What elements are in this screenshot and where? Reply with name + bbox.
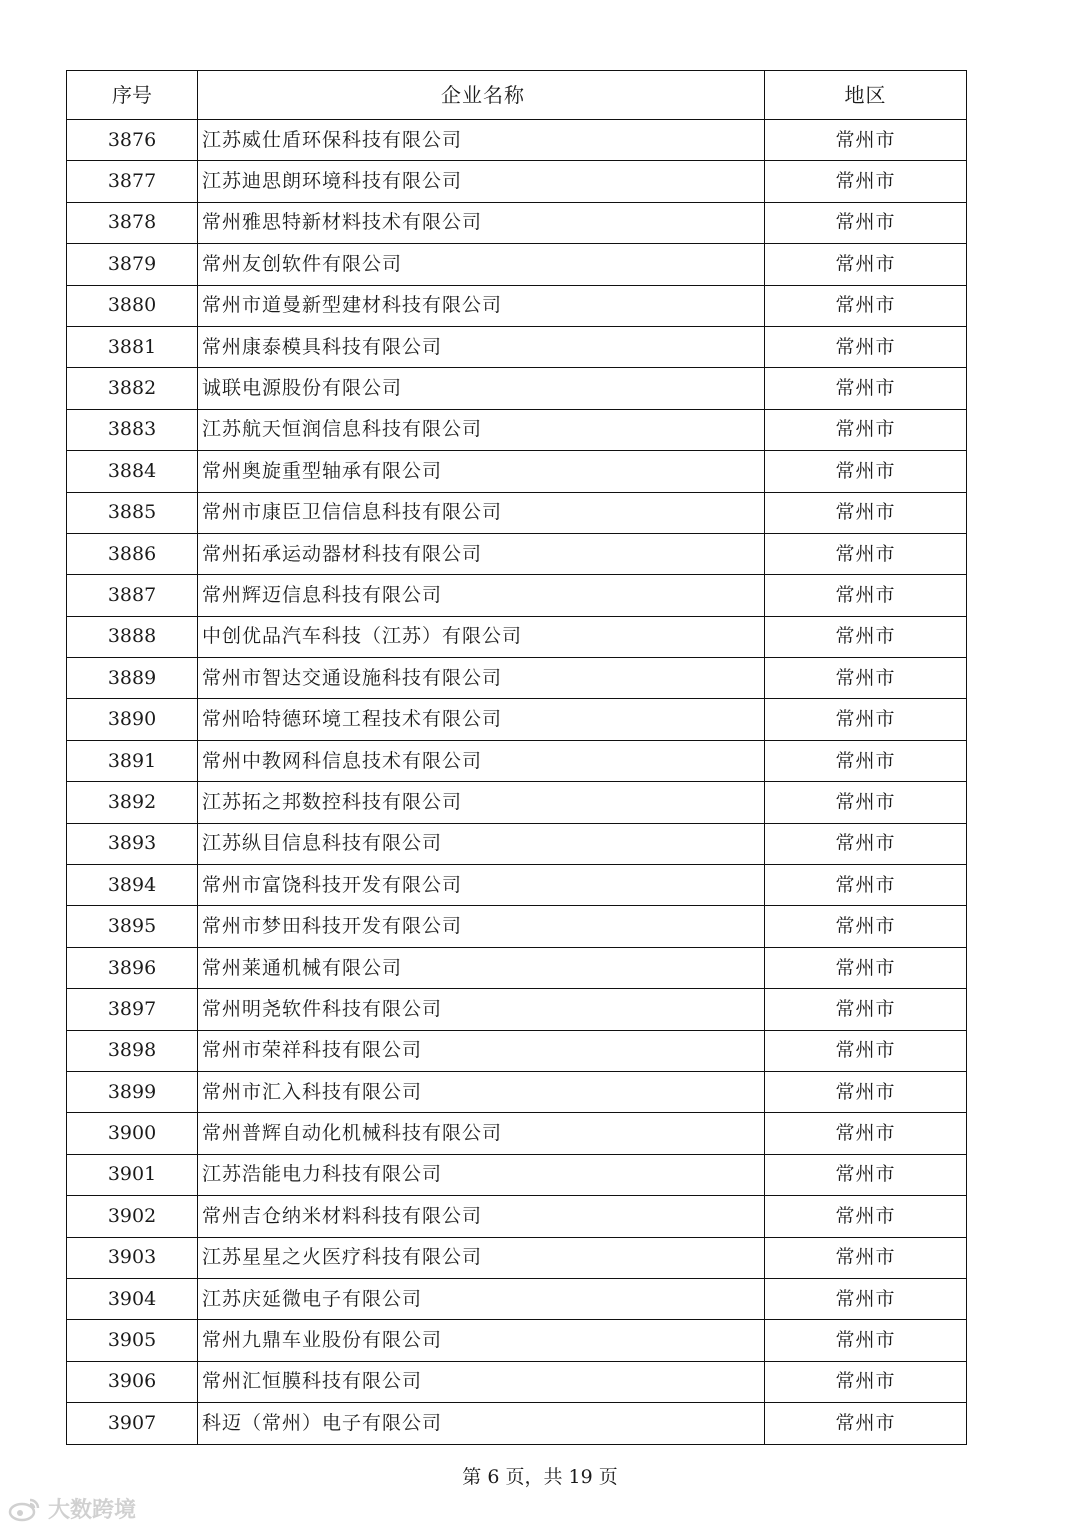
cell-company-name: 常州友创软件有限公司 — [198, 244, 765, 285]
table-row — [67, 451, 967, 492]
cell-region: 常州市 — [765, 658, 967, 699]
cell-region: 常州市 — [765, 533, 967, 574]
cell-company-name: 江苏拓之邦数控科技有限公司 — [198, 782, 765, 823]
cell-company-name: 常州中教网科信息技术有限公司 — [198, 740, 765, 781]
cell-serial-number: 3906 — [67, 1361, 198, 1402]
weibo-icon — [8, 1496, 42, 1522]
cell-company-name: 江苏航天恒润信息科技有限公司 — [198, 409, 765, 450]
cell-serial-number: 3890 — [67, 699, 198, 740]
cell-company-name: 常州康泰模具科技有限公司 — [198, 326, 765, 367]
cell-serial-number: 3887 — [67, 575, 198, 616]
cell-company-name: 常州汇恒膜科技有限公司 — [198, 1361, 765, 1402]
table-row — [67, 326, 967, 367]
cell-company-name: 常州市梦田科技开发有限公司 — [198, 906, 765, 947]
table-row — [67, 409, 967, 450]
cell-serial-number: 3885 — [67, 492, 198, 533]
cell-serial-number: 3891 — [67, 740, 198, 781]
cell-serial-number: 3878 — [67, 202, 198, 243]
cell-serial-number: 3879 — [67, 244, 198, 285]
table-row — [67, 989, 967, 1030]
cell-region: 常州市 — [765, 368, 967, 409]
cell-region: 常州市 — [765, 1278, 967, 1319]
table-row — [67, 740, 967, 781]
cell-serial-number: 3883 — [67, 409, 198, 450]
cell-company-name: 常州莱通机械有限公司 — [198, 947, 765, 988]
cell-company-name: 常州雅思特新材料技术有限公司 — [198, 202, 765, 243]
cell-serial-number: 3899 — [67, 1071, 198, 1112]
cell-company-name: 诚联电源股份有限公司 — [198, 368, 765, 409]
cell-company-name: 常州市智达交通设施科技有限公司 — [198, 658, 765, 699]
table-row — [67, 161, 967, 202]
table-row — [67, 1237, 967, 1278]
cell-serial-number: 3904 — [67, 1278, 198, 1319]
table-body — [67, 120, 967, 1445]
cell-company-name: 常州普辉自动化机械科技有限公司 — [198, 1113, 765, 1154]
cell-serial-number: 3897 — [67, 989, 198, 1030]
cell-serial-number: 3876 — [67, 120, 198, 161]
cell-region: 常州市 — [765, 451, 967, 492]
cell-region: 常州市 — [765, 1361, 967, 1402]
table-row — [67, 368, 967, 409]
cell-serial-number: 3895 — [67, 906, 198, 947]
cell-company-name: 江苏威仕盾环保科技有限公司 — [198, 120, 765, 161]
table-row — [67, 575, 967, 616]
table-row — [67, 1071, 967, 1112]
table-row — [67, 699, 967, 740]
page-number: 第 6 页，共 19 页 — [462, 1466, 618, 1488]
table-row — [67, 823, 967, 864]
cell-company-name: 常州奥旋重型轴承有限公司 — [198, 451, 765, 492]
cell-region: 常州市 — [765, 409, 967, 450]
cell-company-name: 中创优品汽车科技（江苏）有限公司 — [198, 616, 765, 657]
cell-company-name: 江苏迪思朗环境科技有限公司 — [198, 161, 765, 202]
table-row — [67, 658, 967, 699]
table-row — [67, 1030, 967, 1071]
table-row — [67, 533, 967, 574]
cell-company-name: 江苏庆延微电子有限公司 — [198, 1278, 765, 1319]
header-region: 地区 — [765, 71, 967, 120]
cell-serial-number: 3902 — [67, 1196, 198, 1237]
watermark-text: 大数跨境 — [48, 1498, 137, 1523]
cell-serial-number: 3882 — [67, 368, 198, 409]
cell-serial-number: 3892 — [67, 782, 198, 823]
cell-serial-number: 3877 — [67, 161, 198, 202]
cell-region: 常州市 — [765, 202, 967, 243]
table-row — [67, 906, 967, 947]
table-row — [67, 492, 967, 533]
cell-region: 常州市 — [765, 823, 967, 864]
cell-region: 常州市 — [765, 740, 967, 781]
cell-region: 常州市 — [765, 1071, 967, 1112]
company-list-table-wrap — [66, 70, 967, 1445]
table-row — [67, 616, 967, 657]
cell-region: 常州市 — [765, 326, 967, 367]
table-header-row — [67, 71, 967, 120]
cell-region: 常州市 — [765, 989, 967, 1030]
cell-serial-number: 3900 — [67, 1113, 198, 1154]
cell-serial-number: 3901 — [67, 1154, 198, 1195]
cell-company-name: 常州市康臣卫信信息科技有限公司 — [198, 492, 765, 533]
table-row — [67, 782, 967, 823]
table-row — [67, 120, 967, 161]
cell-company-name: 常州市荣祥科技有限公司 — [198, 1030, 765, 1071]
cell-region: 常州市 — [765, 782, 967, 823]
cell-region: 常州市 — [765, 244, 967, 285]
company-list-table — [66, 70, 967, 1445]
cell-region: 常州市 — [765, 1403, 967, 1444]
cell-company-name: 常州哈特德环境工程技术有限公司 — [198, 699, 765, 740]
cell-region: 常州市 — [765, 161, 967, 202]
cell-serial-number: 3888 — [67, 616, 198, 657]
cell-region: 常州市 — [765, 1113, 967, 1154]
cell-company-name: 常州市富饶科技开发有限公司 — [198, 865, 765, 906]
cell-company-name: 江苏浩能电力科技有限公司 — [198, 1154, 765, 1195]
cell-serial-number: 3889 — [67, 658, 198, 699]
table-row — [67, 244, 967, 285]
cell-serial-number: 3905 — [67, 1320, 198, 1361]
cell-company-name: 江苏星星之火医疗科技有限公司 — [198, 1237, 765, 1278]
cell-serial-number: 3903 — [67, 1237, 198, 1278]
cell-region: 常州市 — [765, 947, 967, 988]
table-row — [67, 1196, 967, 1237]
watermark — [8, 1493, 136, 1524]
cell-company-name: 江苏纵目信息科技有限公司 — [198, 823, 765, 864]
cell-region: 常州市 — [765, 906, 967, 947]
cell-serial-number: 3893 — [67, 823, 198, 864]
cell-serial-number: 3894 — [67, 865, 198, 906]
cell-region: 常州市 — [765, 1196, 967, 1237]
cell-region: 常州市 — [765, 865, 967, 906]
cell-region: 常州市 — [765, 699, 967, 740]
cell-company-name: 常州吉仓纳米材料科技有限公司 — [198, 1196, 765, 1237]
table-row — [67, 1113, 967, 1154]
table-row — [67, 1403, 967, 1444]
cell-company-name: 科迈（常州）电子有限公司 — [198, 1403, 765, 1444]
cell-region: 常州市 — [765, 1030, 967, 1071]
cell-region: 常州市 — [765, 1154, 967, 1195]
table-row — [67, 947, 967, 988]
table-row — [67, 1278, 967, 1319]
cell-serial-number: 3881 — [67, 326, 198, 367]
cell-company-name: 常州明尧软件科技有限公司 — [198, 989, 765, 1030]
cell-region: 常州市 — [765, 575, 967, 616]
cell-serial-number: 3896 — [67, 947, 198, 988]
cell-region: 常州市 — [765, 1237, 967, 1278]
cell-region: 常州市 — [765, 285, 967, 326]
cell-region: 常州市 — [765, 492, 967, 533]
cell-serial-number: 3884 — [67, 451, 198, 492]
cell-serial-number: 3886 — [67, 533, 198, 574]
cell-region: 常州市 — [765, 616, 967, 657]
cell-serial-number: 3907 — [67, 1403, 198, 1444]
cell-serial-number: 3898 — [67, 1030, 198, 1071]
table-row — [67, 1361, 967, 1402]
header-serial-number: 序号 — [67, 71, 198, 120]
cell-company-name: 常州九鼎车业股份有限公司 — [198, 1320, 765, 1361]
cell-serial-number: 3880 — [67, 285, 198, 326]
cell-company-name: 常州辉迈信息科技有限公司 — [198, 575, 765, 616]
header-company-name: 企业名称 — [198, 71, 765, 120]
table-row — [67, 1154, 967, 1195]
table-row — [67, 1320, 967, 1361]
cell-company-name: 常州市汇入科技有限公司 — [198, 1071, 765, 1112]
table-row — [67, 865, 967, 906]
cell-company-name: 常州拓承运动器材科技有限公司 — [198, 533, 765, 574]
table-row — [67, 202, 967, 243]
cell-company-name: 常州市道曼新型建材科技有限公司 — [198, 285, 765, 326]
table-row — [67, 285, 967, 326]
cell-region: 常州市 — [765, 120, 967, 161]
cell-region: 常州市 — [765, 1320, 967, 1361]
